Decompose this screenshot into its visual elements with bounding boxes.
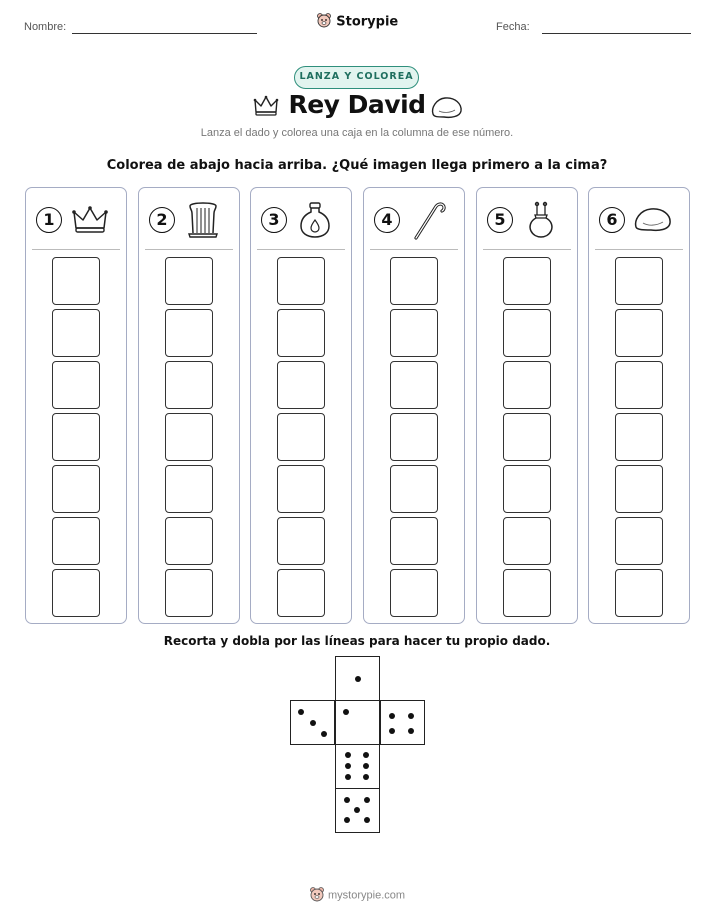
- color-box[interactable]: [390, 569, 438, 617]
- stone-icon: [633, 200, 673, 240]
- dice-net: [290, 656, 426, 836]
- dice-pip: [345, 752, 351, 758]
- activity-badge: LANZA Y COLOREA: [294, 66, 419, 89]
- column-divider: [257, 249, 345, 250]
- color-box[interactable]: [277, 413, 325, 461]
- color-box[interactable]: [277, 569, 325, 617]
- dice-face-4: [380, 700, 425, 745]
- column-header: [26, 188, 126, 250]
- color-box[interactable]: [615, 517, 663, 565]
- crown-icon: [70, 200, 110, 240]
- column-header: [364, 188, 464, 250]
- column-number: 5: [487, 207, 513, 233]
- dice-pip: [344, 817, 350, 823]
- color-box[interactable]: [503, 361, 551, 409]
- color-box[interactable]: [390, 257, 438, 305]
- color-box[interactable]: [615, 361, 663, 409]
- bear-logo-icon: [316, 12, 332, 32]
- color-box[interactable]: [277, 309, 325, 357]
- column-6: [588, 187, 690, 624]
- column-number: 4: [374, 207, 400, 233]
- color-box[interactable]: [503, 257, 551, 305]
- column-divider: [145, 249, 233, 250]
- color-box[interactable]: [165, 361, 213, 409]
- color-box[interactable]: [165, 413, 213, 461]
- color-box[interactable]: [390, 465, 438, 513]
- dice-pip: [389, 713, 395, 719]
- dice-face-1: [335, 700, 380, 745]
- color-box[interactable]: [615, 257, 663, 305]
- dice-pip: [298, 709, 304, 715]
- color-box[interactable]: [52, 257, 100, 305]
- column-divider: [595, 249, 683, 250]
- color-box[interactable]: [615, 413, 663, 461]
- color-box[interactable]: [52, 465, 100, 513]
- column-number: 2: [149, 207, 175, 233]
- footer: [0, 886, 714, 905]
- dice-pip: [345, 763, 351, 769]
- column-header: [139, 188, 239, 250]
- page-title: Rey David: [288, 90, 426, 119]
- brand-name: Storypie: [336, 14, 399, 30]
- oil-jar-icon: [295, 200, 335, 240]
- dice-pip: [310, 720, 316, 726]
- sling-icon: [521, 200, 561, 240]
- dice-pip: [344, 797, 350, 803]
- color-box[interactable]: [615, 569, 663, 617]
- color-box[interactable]: [165, 309, 213, 357]
- dice-pip: [363, 763, 369, 769]
- color-box[interactable]: [615, 309, 663, 357]
- color-box[interactable]: [390, 361, 438, 409]
- dice-pip: [363, 774, 369, 780]
- color-box[interactable]: [390, 517, 438, 565]
- dice-face-3: [290, 700, 335, 745]
- color-box[interactable]: [390, 413, 438, 461]
- dice-pip: [408, 713, 414, 719]
- column-header: [589, 188, 689, 250]
- color-box[interactable]: [52, 309, 100, 357]
- column-divider: [370, 249, 458, 250]
- color-box[interactable]: [503, 413, 551, 461]
- color-box[interactable]: [52, 517, 100, 565]
- dice-pip: [354, 807, 360, 813]
- brand-logo: [0, 12, 714, 32]
- column-divider: [32, 249, 120, 250]
- column-number: 3: [261, 207, 287, 233]
- date-label: Fecha:: [496, 21, 530, 33]
- dice-pip: [389, 728, 395, 734]
- color-box[interactable]: [165, 257, 213, 305]
- color-box[interactable]: [52, 361, 100, 409]
- dice-face-5: [335, 788, 380, 833]
- name-label: Nombre:: [24, 21, 67, 33]
- date-line[interactable]: [542, 33, 691, 34]
- dice-pip: [364, 817, 370, 823]
- dice-face-6: [335, 744, 380, 789]
- color-box[interactable]: [277, 257, 325, 305]
- dice-pip: [363, 752, 369, 758]
- color-box[interactable]: [503, 465, 551, 513]
- color-box[interactable]: [390, 309, 438, 357]
- dice-pip: [343, 709, 349, 715]
- footer-url[interactable]: mystorypie.com: [328, 889, 406, 902]
- harp-icon: [183, 200, 223, 240]
- column-header: [251, 188, 351, 250]
- color-box[interactable]: [52, 569, 100, 617]
- color-box[interactable]: [277, 361, 325, 409]
- cut-instruction: Recorta y dobla por las líneas para hacer tu propio dado.: [163, 634, 551, 648]
- color-box[interactable]: [52, 413, 100, 461]
- column-number: 6: [599, 207, 625, 233]
- column-number: 1: [36, 207, 62, 233]
- dice-pip: [355, 676, 361, 682]
- color-box[interactable]: [165, 465, 213, 513]
- column-2: [138, 187, 240, 624]
- name-line[interactable]: [72, 33, 257, 34]
- column-header: [477, 188, 577, 250]
- bear-logo-icon: [309, 886, 325, 905]
- subtitle: Lanza el dado y colorea una caja en la columna de ese número.: [200, 127, 514, 139]
- color-box[interactable]: [503, 517, 551, 565]
- dice-face-1: [335, 656, 380, 701]
- dice-pip: [321, 731, 327, 737]
- color-box[interactable]: [277, 517, 325, 565]
- instruction: Colorea de abajo hacia arriba. ¿Qué imagen llega primero a la cima?: [106, 158, 608, 173]
- color-box[interactable]: [277, 465, 325, 513]
- title-stone-icon: [430, 94, 464, 124]
- color-box[interactable]: [615, 465, 663, 513]
- dice-pip: [408, 728, 414, 734]
- color-box[interactable]: [165, 517, 213, 565]
- color-box[interactable]: [165, 569, 213, 617]
- column-4: [363, 187, 465, 624]
- dice-pip: [364, 797, 370, 803]
- color-box[interactable]: [503, 309, 551, 357]
- column-3: [250, 187, 352, 624]
- shepherd-staff-icon: [408, 200, 448, 240]
- column-1: [25, 187, 127, 624]
- column-5: [476, 187, 578, 624]
- color-box[interactable]: [503, 569, 551, 617]
- column-divider: [483, 249, 571, 250]
- dice-pip: [345, 774, 351, 780]
